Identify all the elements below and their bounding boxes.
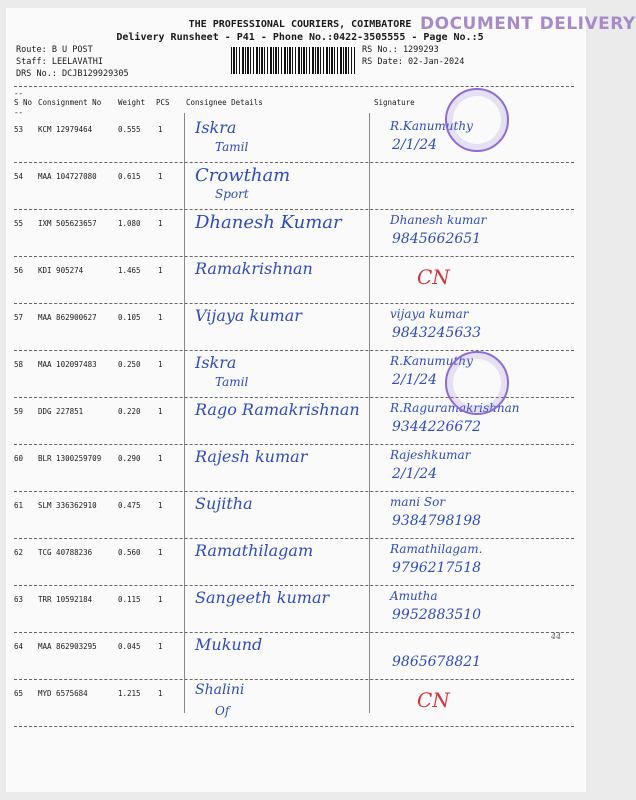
consignment-number: SLM 336362910: [38, 501, 97, 510]
header-divider-top: [14, 86, 574, 87]
weight-value: 1.080: [118, 219, 141, 228]
consignee-name: Vijaya kumar: [195, 306, 302, 325]
margin-note: 44: [551, 632, 562, 641]
consignment-number: TCG 40788236: [38, 548, 93, 557]
serial-number: 64: [14, 642, 24, 651]
consignee-name: Ramathilagam: [195, 541, 314, 560]
table-row: [14, 680, 574, 727]
table-row: [14, 210, 574, 257]
consignment-number: MYD 6575684: [38, 689, 88, 698]
consignee-name: Sujitha: [195, 494, 253, 513]
pieces-count: 1: [158, 595, 163, 604]
col-pcs: PCS: [156, 98, 170, 107]
signature: mani Sor: [390, 495, 446, 509]
table-row: [14, 445, 574, 492]
signature-detail: 2/1/24: [392, 466, 438, 482]
col-consignment: Consignment No: [38, 98, 102, 107]
document-delivery-stamp: DOCUMENT DELIVERY: [420, 14, 636, 34]
pieces-count: 1: [158, 360, 163, 369]
pieces-count: 1: [158, 454, 163, 463]
weight-value: 0.250: [118, 360, 141, 369]
consignee-name: Dhanesh Kumar: [195, 212, 342, 233]
weight-value: 0.045: [118, 642, 141, 651]
consignment-number: MAA 862900627: [38, 313, 97, 322]
table-row: [14, 586, 574, 633]
col-consignee: Consignee Details: [186, 98, 263, 107]
pieces-count: 1: [158, 313, 163, 322]
signature: R.Kanumuthy: [390, 354, 473, 368]
signature-detail: 9796217518: [392, 560, 482, 576]
serial-number: 62: [14, 548, 24, 557]
pieces-count: 1: [158, 172, 163, 181]
signature: Amutha: [390, 589, 438, 603]
staff-field: Staff: LEELAVATHI: [16, 57, 103, 67]
table-row: [14, 492, 574, 539]
rs-date: RS Date: 02-Jan-2024: [362, 57, 465, 67]
serial-number: 61: [14, 501, 24, 510]
rs-number: RS No.: 1299293: [362, 45, 439, 55]
weight-value: 1.465: [118, 266, 141, 275]
cn-mark: CN: [417, 688, 450, 712]
table-row: [14, 539, 574, 586]
weight-value: 0.560: [118, 548, 141, 557]
consignment-number: KDI 905274: [38, 266, 84, 275]
serial-number: 65: [14, 689, 24, 698]
consignee-detail: Tamil: [215, 375, 249, 389]
consignee-name: Rago Ramakrishnan: [195, 400, 360, 419]
pieces-count: 1: [158, 219, 163, 228]
signature-detail: 2/1/24: [392, 137, 438, 153]
consignee-detail: Tamil: [215, 140, 249, 154]
serial-number: 60: [14, 454, 24, 463]
consignee-detail: Sport: [215, 187, 249, 201]
serial-number: 55: [14, 219, 24, 228]
signature: Ramathilagam.: [390, 542, 483, 556]
serial-number: 59: [14, 407, 24, 416]
runsheet-title: Delivery Runsheet - P41 - Phone No.:0422-3505555 - Page No.:5: [116, 32, 484, 43]
col-weight: Weight: [118, 98, 146, 107]
consignee-name: Iskra: [195, 118, 237, 137]
signature-detail: 9952883510: [392, 607, 482, 623]
signature-detail: 9344226672: [392, 419, 482, 435]
weight-value: 0.290: [118, 454, 141, 463]
row-divider: [14, 726, 574, 727]
col-signature: Signature: [374, 98, 415, 107]
serial-number: 57: [14, 313, 24, 322]
signature: R.Raguramakrishnan: [390, 401, 520, 415]
table-row: [14, 257, 574, 304]
col-sno: S No: [14, 98, 33, 107]
consignee-name: Sangeeth kumar: [195, 588, 330, 607]
consignment-number: IXM 505623657: [38, 219, 97, 228]
consignment-number: DDG 227851: [38, 407, 84, 416]
cn-mark: CN: [417, 265, 450, 289]
weight-value: 0.105: [118, 313, 141, 322]
table-row: [14, 304, 574, 351]
pieces-count: 1: [158, 642, 163, 651]
weight-value: 1.215: [118, 689, 141, 698]
consignment-number: MAA 862903295: [38, 642, 97, 651]
consignee-name: Crowtham: [195, 165, 291, 186]
serial-number: 58: [14, 360, 24, 369]
consignment-number: MAA 104727080: [38, 172, 97, 181]
consignee-name: Shalini: [195, 682, 245, 698]
weight-value: 0.615: [118, 172, 141, 181]
consignee-name: Mukund: [195, 635, 263, 654]
pieces-count: 1: [158, 689, 163, 698]
weight-value: 0.115: [118, 595, 141, 604]
weight-value: 0.475: [118, 501, 141, 510]
pieces-count: 1: [158, 548, 163, 557]
weight-value: 0.555: [118, 125, 141, 134]
consignee-name: Rajesh kumar: [195, 447, 308, 466]
serial-number: 54: [14, 172, 24, 181]
company-name: THE PROFESSIONAL COURIERS, COIMBATORE: [188, 19, 412, 30]
consignment-number: KCM 12979464: [38, 125, 93, 134]
pieces-count: 1: [158, 125, 163, 134]
barcode: [231, 47, 355, 74]
pieces-count: 1: [158, 407, 163, 416]
route-field: Route: B U POST: [16, 45, 93, 55]
consignment-number: BLR 1300259709: [38, 454, 102, 463]
pieces-count: 1: [158, 501, 163, 510]
serial-number: 63: [14, 595, 24, 604]
serial-number: 53: [14, 125, 24, 134]
consignee-name: Ramakrishnan: [195, 259, 313, 278]
consignment-number: MAA 102097483: [38, 360, 97, 369]
drs-number: DRS No.: DCJB129929305: [16, 69, 129, 79]
signature-detail: 9865678821: [392, 654, 482, 670]
consignment-number: TRR 10592184: [38, 595, 93, 604]
signature-detail: 2/1/24: [392, 372, 438, 388]
weight-value: 0.220: [118, 407, 141, 416]
signature: R.Kanumuthy: [390, 119, 473, 133]
seal-stamp: [445, 351, 509, 415]
table-row: [14, 633, 574, 680]
signature: Rajeshkumar: [390, 448, 471, 462]
table-row: [14, 163, 574, 210]
signature: Dhanesh kumar: [390, 213, 487, 227]
seal-stamp: [445, 88, 509, 152]
consignee-name: Iskra: [195, 353, 237, 372]
serial-number: 56: [14, 266, 24, 275]
signature: vijaya kumar: [390, 307, 469, 321]
signature-detail: 9845662651: [392, 231, 482, 247]
consignee-detail: Of: [215, 704, 230, 718]
signature-detail: 9843245633: [392, 325, 482, 341]
pieces-count: 1: [158, 266, 163, 275]
signature-detail: 9384798198: [392, 513, 482, 529]
